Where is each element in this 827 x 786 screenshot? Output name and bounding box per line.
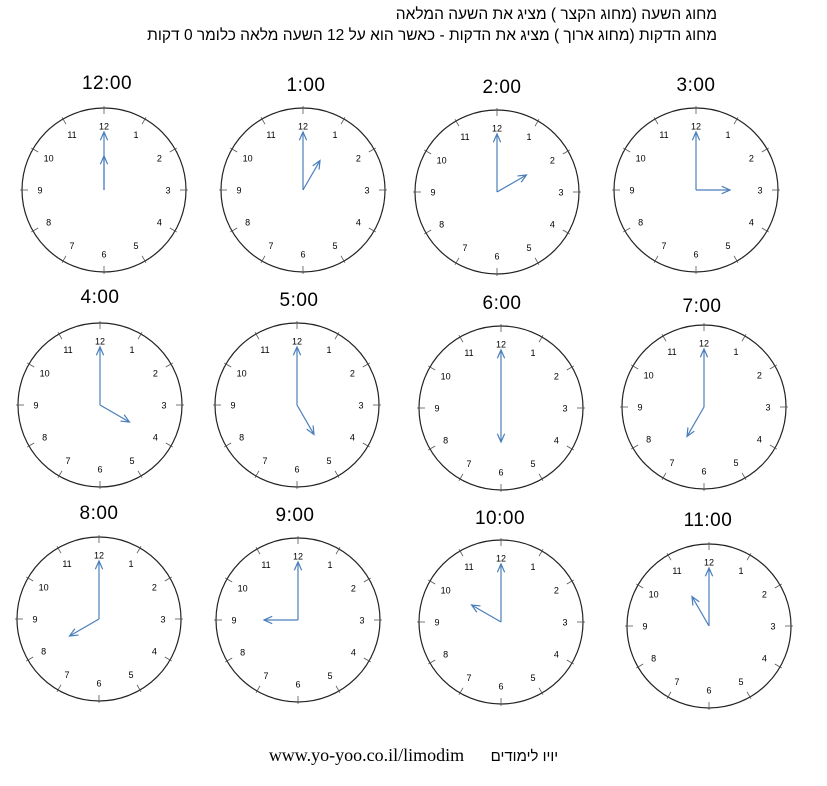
dial-number: 10 xyxy=(440,371,451,382)
dial-number: 7 xyxy=(64,669,70,680)
dial-number: 10 xyxy=(39,368,50,379)
dial-number: 8 xyxy=(41,646,47,657)
clock-face xyxy=(409,316,593,500)
dial-number: 8 xyxy=(245,217,251,228)
dial-number: 11 xyxy=(464,348,474,359)
dial-number: 9 xyxy=(430,187,436,198)
dial-number: 6 xyxy=(494,251,500,262)
dial-number: 4 xyxy=(355,217,361,228)
dial-number: 6 xyxy=(693,249,699,260)
dial-number: 9 xyxy=(434,617,440,628)
dial-number: 10 xyxy=(242,153,253,164)
dial-number: 1 xyxy=(725,130,731,141)
dial-number: 9 xyxy=(236,185,242,196)
dial-number: 1 xyxy=(128,559,134,570)
dial-number: 10 xyxy=(643,370,654,381)
dial-number: 10 xyxy=(43,153,54,164)
dial-number: 4 xyxy=(553,649,559,660)
dial-number: 11 xyxy=(63,345,73,356)
clock-face xyxy=(617,534,801,718)
footer xyxy=(0,745,827,766)
dial-number: 4 xyxy=(756,434,762,445)
dial-number: 2 xyxy=(156,153,162,164)
clock-time-label: 5:00 xyxy=(279,290,319,311)
dial-number: 4 xyxy=(151,646,157,657)
dial-number: 4 xyxy=(349,432,355,443)
dial-number: 8 xyxy=(240,647,246,658)
dial-number: 6 xyxy=(294,464,300,475)
dial-number: 11 xyxy=(266,130,276,141)
dial-number: 6 xyxy=(97,464,103,475)
clock-time-label: 2:00 xyxy=(482,77,522,98)
dial-number: 7 xyxy=(466,672,472,683)
dial-number: 12 xyxy=(93,550,105,561)
footer-brand: יויו לימודים xyxy=(490,748,559,765)
clock-face xyxy=(206,528,390,712)
dial-number: 5 xyxy=(128,669,134,680)
clock-time-label: 10:00 xyxy=(474,508,526,529)
dial-number: 4 xyxy=(761,653,767,664)
dial-number: 7 xyxy=(263,670,269,681)
dial-number: 3 xyxy=(562,617,568,628)
footer-url[interactable]: www.yo-yoo.co.il/limodim xyxy=(268,745,465,765)
clock-time-label: 1:00 xyxy=(286,75,326,96)
dial-number: 9 xyxy=(637,402,643,413)
instruction-hour-hand: מחוג השעה (מחוג הקצר ) מציג את השעה המלאה xyxy=(395,6,717,23)
dial-number: 11 xyxy=(672,566,682,577)
dial-number: 6 xyxy=(101,249,107,260)
dial-number: 5 xyxy=(530,672,536,683)
dial-number: 2 xyxy=(553,585,559,596)
dial-number: 6 xyxy=(706,685,712,696)
dial-number: 2 xyxy=(151,582,157,593)
dial-number: 6 xyxy=(498,467,504,478)
dial-number: 4 xyxy=(553,435,559,446)
dial-number: 2 xyxy=(761,589,767,600)
dial-number: 4 xyxy=(152,432,158,443)
dial-number: 1 xyxy=(327,560,333,571)
clock-face xyxy=(211,98,395,282)
dial-number: 3 xyxy=(562,403,568,414)
dial-number: 4 xyxy=(549,219,555,230)
dial-number: 9 xyxy=(230,400,236,411)
dial-number: 8 xyxy=(239,432,245,443)
dial-number: 6 xyxy=(295,679,301,690)
dial-number: 7 xyxy=(69,240,75,251)
dial-number: 1 xyxy=(738,566,744,577)
dial-number: 1 xyxy=(332,130,338,141)
dial-number: 1 xyxy=(129,345,135,356)
dial-number: 3 xyxy=(757,185,763,196)
clock-time-label: 9:00 xyxy=(275,505,315,526)
dial-number: 10 xyxy=(38,582,49,593)
dial-number: 10 xyxy=(436,155,447,166)
clock-face xyxy=(409,530,593,714)
dial-number: 2 xyxy=(350,583,356,594)
dial-number: 5 xyxy=(526,242,532,253)
dial-number: 8 xyxy=(646,434,652,445)
dial-number: 3 xyxy=(359,615,365,626)
dial-number: 5 xyxy=(332,240,338,251)
dial-number: 3 xyxy=(558,187,564,198)
dial-number: 5 xyxy=(738,676,744,687)
dial-number: 9 xyxy=(33,400,39,411)
dial-number: 9 xyxy=(32,614,38,625)
dial-number: 9 xyxy=(434,403,440,414)
dial-number: 1 xyxy=(326,345,332,356)
dial-number: 8 xyxy=(443,435,449,446)
dial-number: 7 xyxy=(65,455,71,466)
dial-number: 11 xyxy=(260,345,270,356)
clock-face xyxy=(604,98,788,282)
dial-number: 8 xyxy=(439,219,445,230)
clock-time-label: 7:00 xyxy=(682,296,722,317)
dial-number: 4 xyxy=(748,217,754,228)
dial-number: 3 xyxy=(165,185,171,196)
dial-number: 7 xyxy=(268,240,274,251)
dial-number: 10 xyxy=(440,585,451,596)
dial-number: 2 xyxy=(553,371,559,382)
dial-number: 1 xyxy=(530,562,536,573)
dial-number: 2 xyxy=(549,155,555,166)
dial-number: 12 xyxy=(94,336,106,347)
dial-number: 3 xyxy=(364,185,370,196)
clock-time-label: 12:00 xyxy=(81,73,133,94)
dial-number: 7 xyxy=(466,458,472,469)
dial-number: 11 xyxy=(261,560,271,571)
dial-number: 8 xyxy=(42,432,48,443)
dial-number: 12 xyxy=(495,339,507,350)
dial-number: 12 xyxy=(690,121,702,132)
dial-number: 2 xyxy=(152,368,158,379)
clock-time-label: 11:00 xyxy=(683,510,733,531)
dial-number: 3 xyxy=(358,400,364,411)
dial-number: 11 xyxy=(460,132,470,143)
dial-number: 4 xyxy=(156,217,162,228)
dial-number: 5 xyxy=(133,240,139,251)
dial-number: 7 xyxy=(669,457,675,468)
dial-number: 11 xyxy=(667,347,677,358)
dial-number: 10 xyxy=(635,153,646,164)
dial-number: 6 xyxy=(300,249,306,260)
dial-number: 12 xyxy=(297,121,309,132)
dial-number: 10 xyxy=(237,583,248,594)
clock-time-label: 4:00 xyxy=(80,287,120,308)
clock-face xyxy=(7,527,191,711)
dial-number: 11 xyxy=(67,130,77,141)
dial-number: 3 xyxy=(160,614,166,625)
clock-time-label: 8:00 xyxy=(79,503,119,524)
dial-number: 2 xyxy=(349,368,355,379)
dial-number: 1 xyxy=(133,130,139,141)
dial-number: 7 xyxy=(674,676,680,687)
dial-number: 10 xyxy=(648,589,659,600)
dial-number: 8 xyxy=(651,653,657,664)
dial-number: 5 xyxy=(725,240,731,251)
dial-number: 9 xyxy=(37,185,43,196)
dial-number: 10 xyxy=(236,368,247,379)
dial-number: 5 xyxy=(327,670,333,681)
dial-number: 9 xyxy=(629,185,635,196)
dial-number: 3 xyxy=(770,621,776,632)
dial-number: 7 xyxy=(262,455,268,466)
dial-number: 11 xyxy=(62,559,72,570)
dial-number: 2 xyxy=(748,153,754,164)
dial-number: 5 xyxy=(733,457,739,468)
instruction-minute-hand: מחוג הדקות (מחוג ארוך ) מציג את הדקות - כאשר הוא על 12 השעה מלאה כלומר 0 דקות xyxy=(147,27,717,44)
dial-number: 12 xyxy=(703,557,715,568)
dial-number: 5 xyxy=(129,455,135,466)
dial-number: 12 xyxy=(98,121,110,132)
dial-number: 9 xyxy=(642,621,648,632)
dial-number: 12 xyxy=(291,336,303,347)
clock-time-label: 6:00 xyxy=(482,293,522,314)
dial-number: 11 xyxy=(659,130,669,141)
clock-face xyxy=(205,313,389,497)
dial-number: 1 xyxy=(526,132,532,143)
dial-number: 2 xyxy=(756,370,762,381)
dial-number: 12 xyxy=(495,553,507,564)
clock-face xyxy=(8,313,192,497)
dial-number: 9 xyxy=(231,615,237,626)
dial-number: 7 xyxy=(661,240,667,251)
dial-number: 1 xyxy=(530,348,536,359)
dial-number: 3 xyxy=(765,402,771,413)
dial-number: 7 xyxy=(462,242,468,253)
dial-number: 8 xyxy=(638,217,644,228)
dial-number: 2 xyxy=(355,153,361,164)
dial-number: 6 xyxy=(96,678,102,689)
dial-number: 6 xyxy=(701,466,707,477)
dial-number: 8 xyxy=(443,649,449,660)
dial-number: 12 xyxy=(491,123,503,134)
dial-number: 12 xyxy=(698,338,710,349)
dial-number: 5 xyxy=(530,458,536,469)
clock-time-label: 3:00 xyxy=(676,75,716,96)
clock-face xyxy=(405,100,589,284)
dial-number: 1 xyxy=(733,347,739,358)
dial-number: 3 xyxy=(161,400,167,411)
dial-number: 8 xyxy=(46,217,52,228)
dial-number: 11 xyxy=(464,562,474,573)
dial-number: 6 xyxy=(498,681,504,692)
clock-face xyxy=(612,315,796,499)
dial-number: 4 xyxy=(350,647,356,658)
dial-number: 12 xyxy=(292,551,304,562)
clock-face xyxy=(12,98,196,282)
dial-number: 5 xyxy=(326,455,332,466)
